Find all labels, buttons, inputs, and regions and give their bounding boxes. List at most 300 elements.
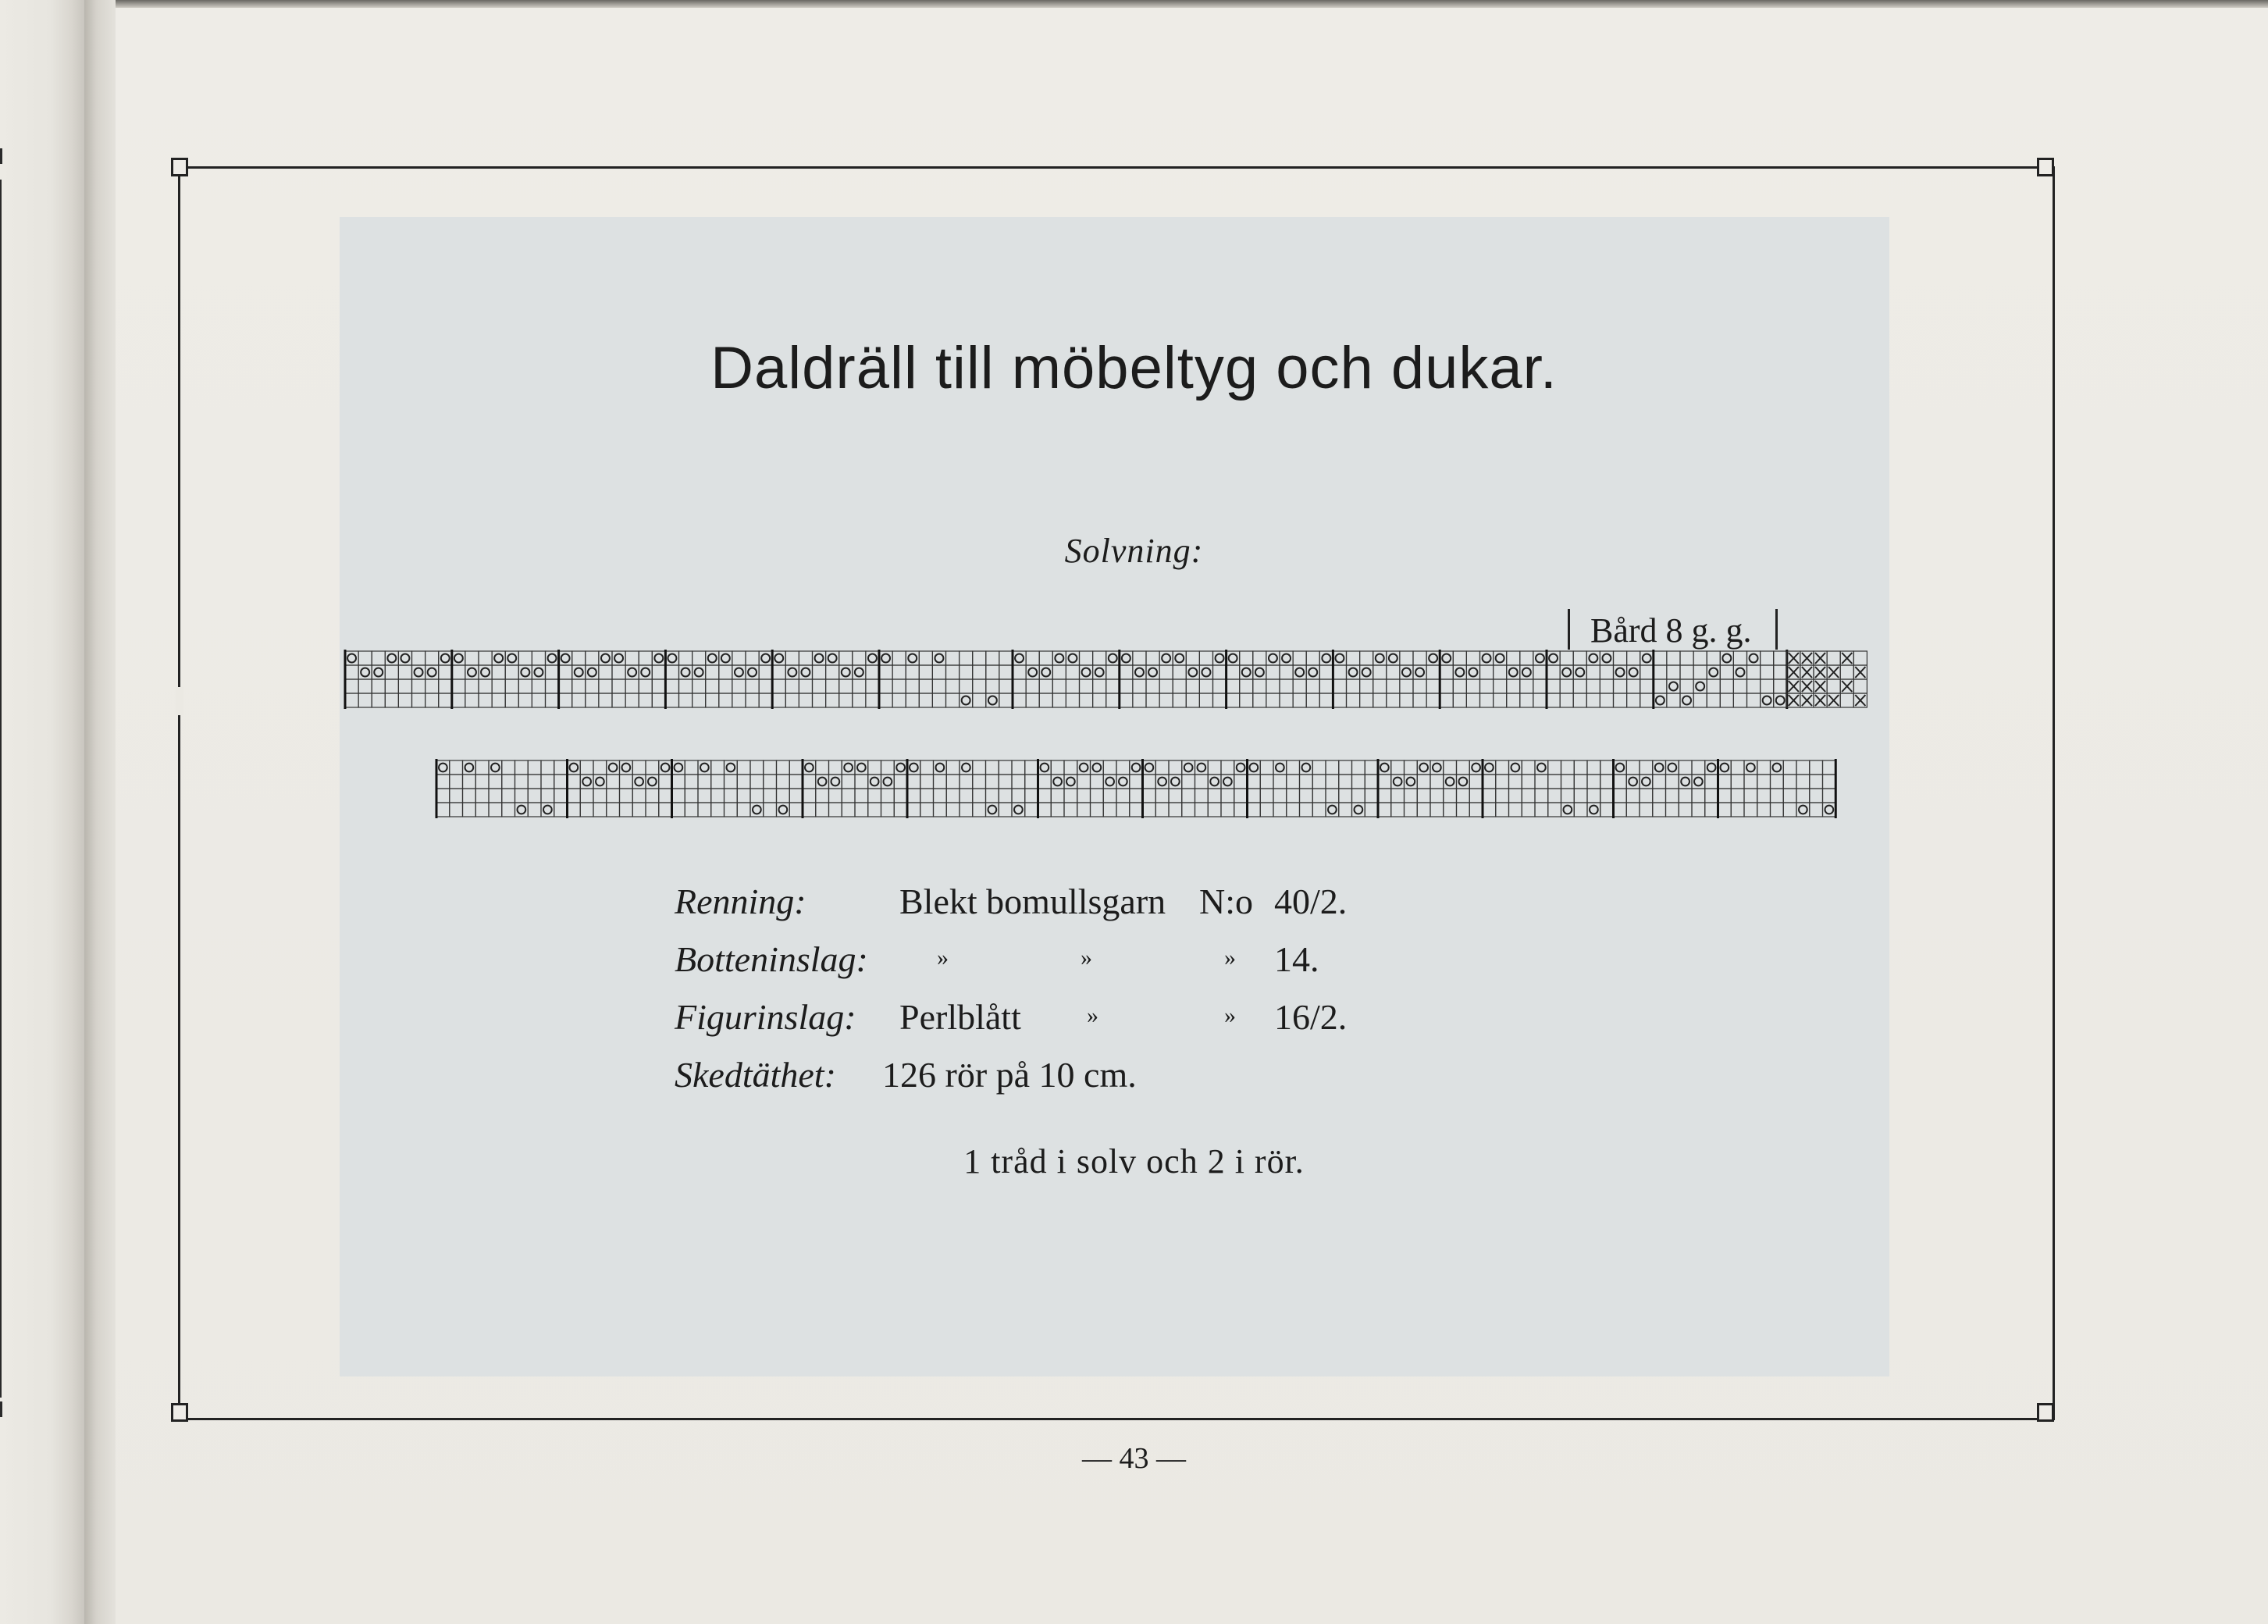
draft-cell bbox=[1347, 679, 1360, 693]
heddle-mark bbox=[857, 764, 866, 772]
draft-cell bbox=[1039, 651, 1052, 665]
draft-cell bbox=[772, 693, 785, 707]
draft-cell bbox=[1561, 789, 1575, 803]
draft-cell bbox=[946, 803, 960, 817]
draft-cell bbox=[1064, 789, 1077, 803]
draft-cell bbox=[1509, 775, 1522, 789]
heddle-mark bbox=[1736, 668, 1744, 677]
draft-cell bbox=[946, 760, 960, 775]
draft-cell bbox=[1266, 665, 1280, 679]
draft-cell bbox=[436, 789, 450, 803]
draft-cell bbox=[1667, 651, 1680, 665]
draft-cell bbox=[1840, 693, 1853, 707]
heddle-mark bbox=[1276, 764, 1284, 772]
spec-yarn: Perlblått bbox=[899, 997, 1021, 1037]
draft-cell bbox=[1483, 775, 1496, 789]
heddle-mark bbox=[779, 806, 788, 814]
draft-cell bbox=[813, 665, 826, 679]
draft-cell bbox=[829, 789, 842, 803]
draft-cell bbox=[1413, 651, 1426, 665]
spec-ditto-mark: » bbox=[1224, 1003, 1236, 1028]
draft-cell bbox=[1227, 665, 1240, 679]
draft-cell bbox=[492, 693, 505, 707]
draft-cell bbox=[1091, 789, 1104, 803]
heddle-mark bbox=[441, 654, 450, 663]
draft-cell bbox=[1654, 651, 1667, 665]
draft-cell bbox=[1560, 651, 1573, 665]
draft-cell bbox=[920, 789, 934, 803]
draft-cell bbox=[1120, 693, 1133, 707]
draft-cell bbox=[646, 789, 659, 803]
draft-cell bbox=[546, 693, 559, 707]
draft-cell bbox=[554, 803, 568, 817]
heddle-mark bbox=[962, 764, 970, 772]
draft-cell bbox=[879, 693, 892, 707]
draft-cell bbox=[759, 665, 772, 679]
draft-cell bbox=[1466, 651, 1479, 665]
draft-cell bbox=[973, 651, 986, 665]
heddle-mark bbox=[1349, 668, 1358, 677]
draft-cell bbox=[625, 679, 639, 693]
heddle-mark bbox=[1402, 668, 1411, 677]
draft-cell bbox=[1199, 679, 1212, 693]
draft-cell bbox=[1666, 803, 1679, 817]
draft-cell bbox=[737, 775, 750, 789]
draft-cell bbox=[1159, 693, 1173, 707]
draft-cell bbox=[1234, 789, 1248, 803]
heddle-mark bbox=[1459, 778, 1468, 786]
draft-cell bbox=[1783, 760, 1796, 775]
draft-cell bbox=[1733, 693, 1746, 707]
draft-cell bbox=[737, 789, 750, 803]
draft-cell bbox=[853, 679, 866, 693]
draft-cell bbox=[1761, 665, 1774, 679]
draft-cell bbox=[554, 775, 568, 789]
heddle-mark bbox=[1216, 654, 1224, 663]
draft-cell bbox=[1707, 679, 1720, 693]
heddle-mark bbox=[1629, 668, 1638, 677]
draft-cell bbox=[1520, 651, 1533, 665]
draft-cell bbox=[842, 775, 855, 789]
draft-cell bbox=[999, 693, 1013, 707]
draft-cell bbox=[1120, 679, 1133, 693]
draft-cell bbox=[505, 679, 518, 693]
draft-cell bbox=[1182, 775, 1195, 789]
draft-cell bbox=[1133, 679, 1146, 693]
draft-cell bbox=[1248, 775, 1261, 789]
heddle-mark bbox=[468, 668, 476, 677]
draft-cell bbox=[672, 803, 685, 817]
draft-cell bbox=[1387, 693, 1400, 707]
draft-cell bbox=[999, 789, 1012, 803]
draft-cell bbox=[665, 665, 678, 679]
draft-cell bbox=[813, 679, 826, 693]
heddle-mark bbox=[1522, 668, 1531, 677]
draft-cell bbox=[568, 789, 581, 803]
draft-cell bbox=[1195, 803, 1209, 817]
draft-cell bbox=[502, 760, 515, 775]
draft-cell bbox=[489, 803, 502, 817]
draft-cell bbox=[1796, 760, 1810, 775]
draft-cell bbox=[1466, 679, 1479, 693]
draft-cell bbox=[1640, 803, 1653, 817]
draft-cell bbox=[398, 679, 411, 693]
draft-cell bbox=[1103, 789, 1116, 803]
draft-cell bbox=[853, 693, 866, 707]
draft-cell bbox=[425, 651, 439, 665]
draft-cell bbox=[1680, 651, 1693, 665]
draft-cell bbox=[612, 665, 625, 679]
left-page-frame-tick bbox=[0, 148, 2, 164]
draft-cell bbox=[1430, 775, 1444, 789]
heddle-mark bbox=[1564, 806, 1572, 814]
draft-cell bbox=[960, 803, 973, 817]
draft-cell bbox=[580, 803, 593, 817]
draft-cell bbox=[799, 693, 812, 707]
heddle-mark bbox=[1148, 668, 1157, 677]
draft-cell bbox=[1280, 693, 1293, 707]
draft-cell bbox=[679, 693, 693, 707]
draft-cell bbox=[1507, 679, 1520, 693]
heddle-mark bbox=[601, 654, 610, 663]
heddle-mark bbox=[788, 668, 796, 677]
heddle-mark bbox=[936, 764, 945, 772]
draft-cell bbox=[1469, 789, 1483, 803]
draft-cell bbox=[479, 651, 492, 665]
heddle-mark bbox=[582, 778, 591, 786]
draft-cell bbox=[607, 803, 620, 817]
draft-cell bbox=[1548, 775, 1561, 789]
draft-cell bbox=[685, 760, 698, 775]
draft-cell bbox=[1693, 651, 1707, 665]
draft-cell bbox=[711, 760, 725, 775]
heddle-mark bbox=[1080, 764, 1088, 772]
draft-cell bbox=[1574, 789, 1587, 803]
draft-cell bbox=[372, 693, 385, 707]
draft-cell bbox=[1260, 775, 1273, 789]
draft-cell bbox=[829, 803, 842, 817]
heddle-mark bbox=[1629, 778, 1637, 786]
draft-cell bbox=[973, 665, 986, 679]
draft-cell bbox=[586, 693, 599, 707]
heddle-mark bbox=[828, 654, 837, 663]
threading-note: 1 tråd i solv och 2 i rör. bbox=[963, 1142, 1305, 1181]
heddle-mark bbox=[1255, 668, 1264, 677]
draft-cell bbox=[1426, 665, 1440, 679]
draft-cell bbox=[1733, 679, 1746, 693]
heddle-mark bbox=[884, 778, 892, 786]
draft-cell bbox=[1573, 651, 1586, 665]
draft-cell bbox=[934, 789, 947, 803]
draft-cell bbox=[1680, 665, 1693, 679]
spec-ditto-mark: » bbox=[1224, 945, 1236, 970]
heddle-mark bbox=[727, 764, 735, 772]
draft-cell bbox=[532, 679, 545, 693]
draft-cell bbox=[764, 789, 777, 803]
draft-cell bbox=[879, 679, 892, 693]
draft-cell bbox=[1159, 679, 1173, 693]
draft-cell bbox=[679, 651, 693, 665]
draft-cell bbox=[842, 789, 855, 803]
heddle-mark bbox=[1122, 654, 1130, 663]
draft-cell bbox=[785, 679, 799, 693]
draft-cell bbox=[593, 789, 607, 803]
draft-cell bbox=[946, 789, 960, 803]
draft-cell bbox=[1614, 679, 1627, 693]
draft-cell bbox=[625, 693, 639, 707]
draft-cell bbox=[620, 775, 633, 789]
draft-cell bbox=[1253, 693, 1266, 707]
heddle-mark bbox=[1643, 654, 1651, 663]
draft-cell bbox=[1391, 803, 1405, 817]
heddle-mark bbox=[1109, 654, 1117, 663]
draft-cell bbox=[1306, 679, 1319, 693]
draft-cell bbox=[1026, 693, 1039, 707]
draft-cell bbox=[1747, 679, 1761, 693]
draft-cell bbox=[1731, 789, 1744, 803]
draft-cell bbox=[1654, 679, 1667, 693]
draft-cell bbox=[345, 679, 358, 693]
heddle-mark bbox=[1376, 654, 1384, 663]
draft-cell bbox=[693, 693, 706, 707]
draft-cell bbox=[711, 789, 725, 803]
draft-cell bbox=[665, 693, 678, 707]
heddle-mark bbox=[596, 778, 604, 786]
draft-cell bbox=[725, 775, 738, 789]
draft-cell bbox=[436, 775, 450, 789]
draft-cell bbox=[1496, 789, 1509, 803]
heddle-mark bbox=[609, 764, 618, 772]
heddle-mark bbox=[648, 778, 657, 786]
draft-cell bbox=[1718, 775, 1732, 789]
heddle-mark bbox=[801, 668, 810, 677]
draft-cell bbox=[1574, 760, 1587, 775]
draft-cell bbox=[1312, 760, 1326, 775]
draft-cell bbox=[1680, 679, 1693, 693]
draft-cell bbox=[1130, 775, 1143, 789]
draft-cell bbox=[1273, 789, 1287, 803]
heddle-mark bbox=[481, 668, 490, 677]
draft-cell bbox=[1667, 665, 1680, 679]
draft-cell bbox=[986, 760, 999, 775]
heddle-mark bbox=[454, 654, 463, 663]
draft-cell bbox=[946, 775, 960, 789]
draft-cell bbox=[1483, 803, 1496, 817]
draft-cell bbox=[1705, 775, 1718, 789]
spec-ditto-mark: » bbox=[1087, 1003, 1098, 1028]
draft-cell bbox=[1587, 760, 1600, 775]
heddle-mark bbox=[1721, 764, 1729, 772]
draft-cell bbox=[607, 789, 620, 803]
draft-cell bbox=[1761, 679, 1774, 693]
draft-cell bbox=[1319, 665, 1333, 679]
draft-cell bbox=[505, 693, 518, 707]
heddle-mark bbox=[700, 764, 709, 772]
draft-cell bbox=[772, 665, 785, 679]
draft-cell bbox=[1640, 760, 1653, 775]
draft-cell bbox=[607, 775, 620, 789]
draft-cell bbox=[1347, 693, 1360, 707]
draft-cell bbox=[711, 803, 725, 817]
draft-cell bbox=[1810, 803, 1823, 817]
draft-cell bbox=[1273, 775, 1287, 789]
heddle-mark bbox=[1776, 696, 1785, 705]
draft-cell bbox=[385, 679, 398, 693]
draft-cell bbox=[1679, 789, 1692, 803]
draft-cell bbox=[919, 693, 932, 707]
draft-cell bbox=[1012, 775, 1025, 789]
draft-cell bbox=[1300, 789, 1313, 803]
draft-cell bbox=[1720, 665, 1733, 679]
draft-cell bbox=[463, 789, 476, 803]
heddle-mark bbox=[1575, 668, 1584, 677]
draft-cell bbox=[789, 775, 803, 789]
draft-cell bbox=[764, 760, 777, 775]
draft-cell bbox=[1182, 789, 1195, 803]
draft-cell bbox=[685, 789, 698, 803]
draft-cell bbox=[1533, 665, 1547, 679]
draft-cell bbox=[1507, 651, 1520, 665]
heddle-mark bbox=[1242, 668, 1251, 677]
draft-cell bbox=[1810, 789, 1823, 803]
draft-cell bbox=[1718, 789, 1732, 803]
draft-cell bbox=[973, 760, 986, 775]
draft-cell bbox=[372, 679, 385, 693]
draft-cell bbox=[789, 760, 803, 775]
heddle-mark bbox=[1429, 654, 1437, 663]
draft-cell bbox=[425, 693, 439, 707]
draft-cell bbox=[665, 679, 678, 693]
left-page-frame-tick bbox=[0, 1401, 2, 1417]
draft-cell bbox=[999, 651, 1013, 665]
draft-cell bbox=[528, 760, 541, 775]
heddle-mark bbox=[842, 668, 850, 677]
heddle-mark bbox=[622, 764, 631, 772]
heddle-mark bbox=[1014, 806, 1023, 814]
draft-cell bbox=[559, 679, 572, 693]
draft-cell bbox=[412, 693, 425, 707]
draft-cell bbox=[554, 789, 568, 803]
draft-cell bbox=[502, 789, 515, 803]
draft-cell bbox=[436, 803, 450, 817]
draft-cell bbox=[1051, 760, 1064, 775]
draft-cell bbox=[532, 651, 545, 665]
draft-cell bbox=[541, 789, 554, 803]
draft-cell bbox=[1614, 789, 1627, 803]
heddle-mark bbox=[1335, 654, 1344, 663]
draft-cell bbox=[1400, 651, 1413, 665]
heddle-mark bbox=[1763, 696, 1771, 705]
draft-cell bbox=[1440, 665, 1453, 679]
draft-cell bbox=[489, 775, 502, 789]
draft-cell bbox=[1771, 775, 1784, 789]
heddle-mark bbox=[1041, 764, 1049, 772]
draft-cell bbox=[907, 789, 920, 803]
draft-cell bbox=[1130, 789, 1143, 803]
draft-cell bbox=[999, 679, 1013, 693]
heddle-mark bbox=[1642, 778, 1650, 786]
draft-cell bbox=[732, 693, 746, 707]
draft-cell bbox=[839, 693, 853, 707]
draft-cell bbox=[593, 803, 607, 817]
draft-cell bbox=[1720, 693, 1733, 707]
draft-cell bbox=[973, 679, 986, 693]
heddle-mark bbox=[1308, 668, 1317, 677]
draft-cell bbox=[881, 760, 895, 775]
draft-cell bbox=[986, 651, 999, 665]
heddle-mark bbox=[521, 668, 529, 677]
heddle-mark bbox=[543, 806, 552, 814]
draft-cell bbox=[1522, 760, 1535, 775]
draft-cell bbox=[1718, 803, 1732, 817]
draft-cell bbox=[1627, 651, 1640, 665]
heddle-mark bbox=[1602, 654, 1611, 663]
heddle-mark bbox=[1668, 764, 1677, 772]
heddle-mark bbox=[494, 654, 503, 663]
heddle-mark bbox=[387, 654, 396, 663]
heddle-mark bbox=[896, 764, 905, 772]
draft-cell bbox=[750, 789, 764, 803]
draft-cell bbox=[1600, 789, 1614, 803]
draft-cell bbox=[1365, 775, 1378, 789]
draft-cell bbox=[1333, 665, 1346, 679]
draft-cell bbox=[465, 651, 479, 665]
draft-cell bbox=[1365, 760, 1378, 775]
draft-cell bbox=[439, 665, 452, 679]
draft-cell bbox=[750, 760, 764, 775]
draft-cell bbox=[1693, 665, 1707, 679]
draft-cell bbox=[1347, 651, 1360, 665]
draft-cell bbox=[892, 651, 906, 665]
draft-cell bbox=[1614, 775, 1627, 789]
draft-cell bbox=[799, 679, 812, 693]
draft-cell bbox=[1248, 789, 1261, 803]
draft-cell bbox=[1586, 665, 1600, 679]
draft-cell bbox=[725, 803, 738, 817]
draft-cell bbox=[515, 760, 529, 775]
draft-cell bbox=[672, 775, 685, 789]
draft-cell bbox=[1155, 789, 1169, 803]
draft-cell bbox=[518, 679, 532, 693]
draft-cell bbox=[1319, 693, 1333, 707]
heddle-mark bbox=[1485, 764, 1494, 772]
draft-cell bbox=[1306, 693, 1319, 707]
draft-cell bbox=[934, 803, 947, 817]
draft-cell bbox=[1509, 789, 1522, 803]
draft-cell bbox=[475, 760, 489, 775]
draft-cell bbox=[732, 651, 746, 665]
page-title: Daldräll till möbeltyg och dukar. bbox=[710, 335, 1558, 401]
draft-cell bbox=[479, 679, 492, 693]
draft-cell bbox=[1494, 665, 1507, 679]
heddle-mark bbox=[1419, 764, 1428, 772]
draft-cell bbox=[746, 679, 759, 693]
draft-cell bbox=[1747, 693, 1761, 707]
heddle-mark bbox=[1328, 806, 1337, 814]
draft-cell bbox=[1692, 803, 1705, 817]
draft-cell bbox=[572, 651, 586, 665]
heddle-mark bbox=[1549, 654, 1558, 663]
draft-cell bbox=[855, 803, 868, 817]
draft-cell bbox=[932, 665, 945, 679]
draft-cell bbox=[586, 651, 599, 665]
draft-cell bbox=[839, 651, 853, 665]
draft-cell bbox=[960, 665, 973, 679]
draft-cell bbox=[1333, 679, 1346, 693]
draft-cell bbox=[1326, 775, 1339, 789]
draft-cell bbox=[1116, 760, 1130, 775]
draft-cell bbox=[759, 679, 772, 693]
